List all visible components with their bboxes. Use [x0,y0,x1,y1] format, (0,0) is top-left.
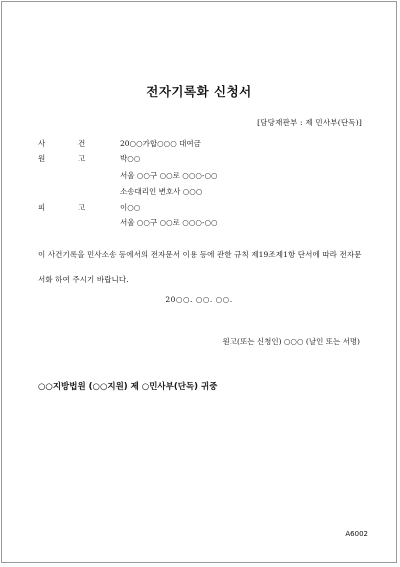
court-addressee: ○○지방법원 (○○지원) 제 ○민사부(단독) 귀중 [38,382,218,392]
case-value: 20○○가합○○○ 대여금 [120,139,201,148]
field-label-2: 고 [78,154,86,163]
department-notice: [담당재판부 : 제 민사부(단독)] [257,118,362,127]
document-page [1,1,397,563]
plaintiff-name: 박○○ [120,154,141,163]
field-label-1: 피 [38,203,46,212]
field-label-2: 고 [78,203,86,212]
field-label-2: 건 [78,139,86,148]
plaintiff-address: 서울 ○○구 ○○로 ○○○-○○ [120,171,218,180]
request-body: 이 사건기록을 민사소송 등에서의 전자문서 이용 등에 관한 규칙 제19조제1항 단서에 따라 전자문서화 하여 주시기 바랍니다. [38,250,362,284]
document-title: 전자기록화 신청서 [146,84,252,99]
field-label-1: 사 [38,139,46,148]
form-code: A6002 [345,530,368,538]
defendant-address: 서울 ○○구 ○○로 ○○○-○○ [120,218,218,227]
applicant-signature: 원고(또는 신청인) ○○○ (날인 또는 서명) [222,337,360,346]
defendant-name: 이○○ [120,203,141,212]
application-date: 20○○. ○○. ○○. [165,295,233,304]
plaintiff-attorney: 소송대리인 변호사 ○○○ [120,187,203,196]
field-label-1: 원 [38,154,46,163]
